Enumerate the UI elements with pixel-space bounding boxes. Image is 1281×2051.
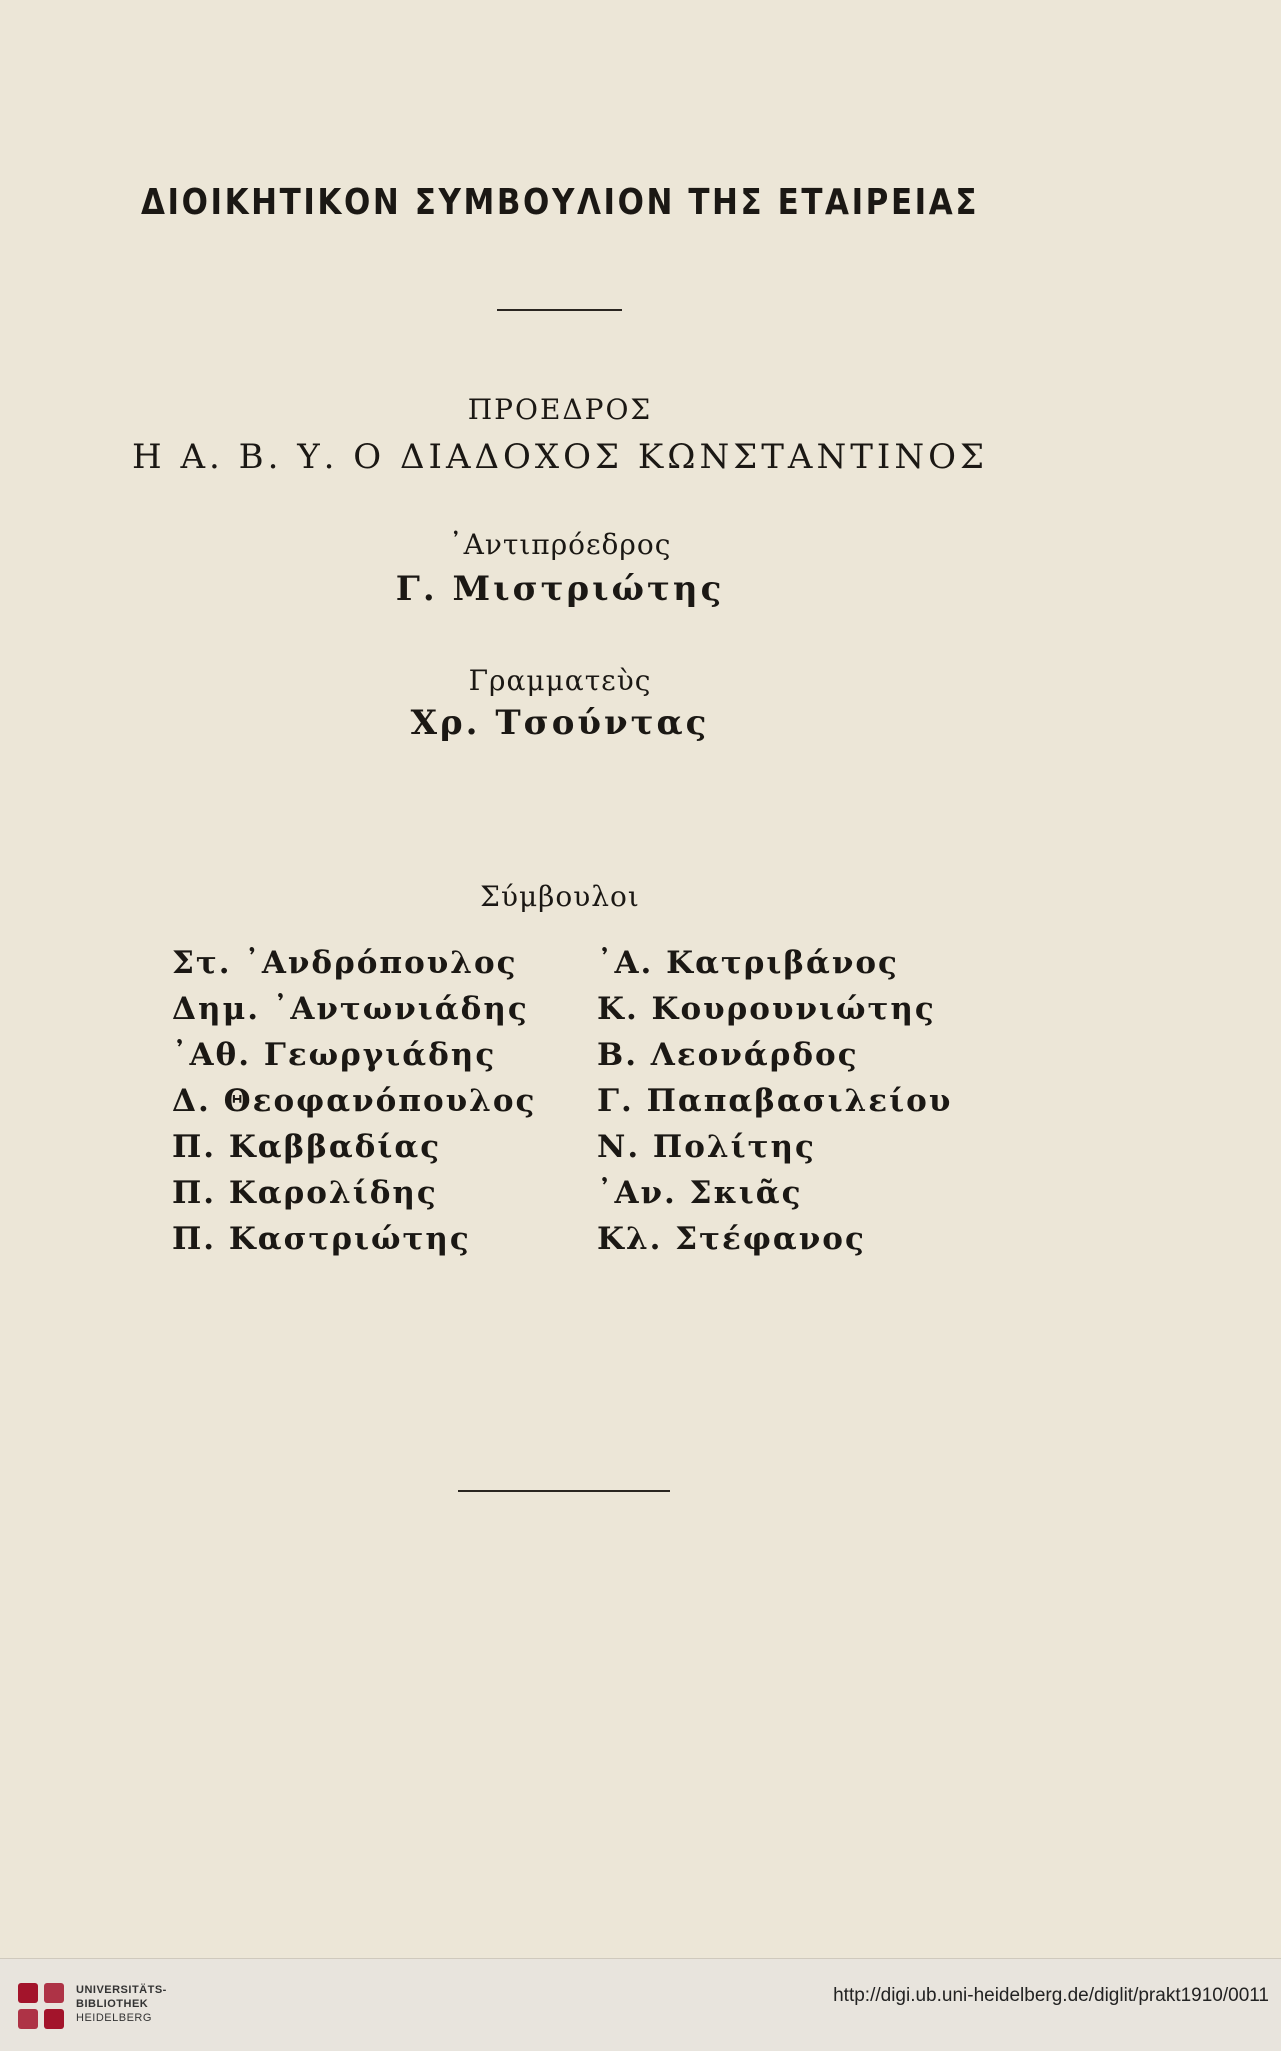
- councillor-name: Ν. Πολίτης: [597, 1129, 816, 1165]
- councillor-name: ᾿Α. Κατριβάνος: [597, 945, 899, 981]
- councillor-name: Στ. ᾿Ανδρόπουλος: [172, 945, 518, 981]
- councillor-name: Δημ. ᾿Αντωνιάδης: [172, 991, 529, 1027]
- bottom-divider: [458, 1490, 670, 1492]
- councillors-left-column: [172, 940, 536, 1262]
- councillor-name: ᾿Αν. Σκιᾶς: [597, 1175, 803, 1211]
- councillor-name: Κλ. Στέφανος: [597, 1221, 866, 1257]
- councillor-name: Π. Καρολίδης: [172, 1175, 438, 1211]
- councillor-name: ᾿Αθ. Γεωργιάδης: [172, 1037, 497, 1073]
- president-name: Η Α. Β. Υ. Ο ΔΙΑΔΟΧΟΣ ΚΩΝΣΤΑΝΤΙΝΟΣ: [132, 437, 988, 477]
- permalink-url[interactable]: http://digi.ub.uni-heidelberg.de/diglit/prakt1910/0011: [833, 1985, 1269, 2006]
- vice-president-name: Γ. Μιστριώτης: [395, 569, 725, 609]
- page-title: ΔΙΟΙΚΗΤΙΚΟΝ ΣΥΜΒΟΥΛΙΟΝ ΤΗΣ ΕΤΑΙΡΕΙΑΣ: [140, 182, 980, 223]
- library-name[interactable]: UNIVERSITÄTS- BIBLIOTHEK HEIDELBERG: [76, 1984, 167, 2024]
- councillor-name: Π. Καστριώτης: [172, 1221, 471, 1257]
- councillor-name: Γ. Παπαβασιλείου: [597, 1083, 953, 1119]
- secretary-label: Γραμματεὺς: [468, 664, 652, 697]
- councillor-name: Β. Λεονάρδος: [597, 1037, 859, 1073]
- library-logo-icon[interactable]: [16, 1981, 66, 2031]
- viewer-footer: [0, 1958, 1281, 2051]
- councillors-right-column: [597, 940, 952, 1262]
- vice-president-label: ᾿Αντιπρόεδρος: [448, 528, 672, 561]
- councillor-name: Π. Καββαδίας: [172, 1129, 442, 1165]
- councillor-name: Δ. Θεοφανόπουλος: [172, 1083, 537, 1119]
- president-label: ΠΡΟΕΔΡΟΣ: [467, 393, 653, 426]
- councillor-name: Κ. Κουρουνιώτης: [597, 991, 936, 1027]
- councillors-label: Σύμβουλοι: [480, 880, 640, 913]
- secretary-name: Χρ. Τσούντας: [410, 703, 710, 743]
- title-divider: [497, 309, 622, 311]
